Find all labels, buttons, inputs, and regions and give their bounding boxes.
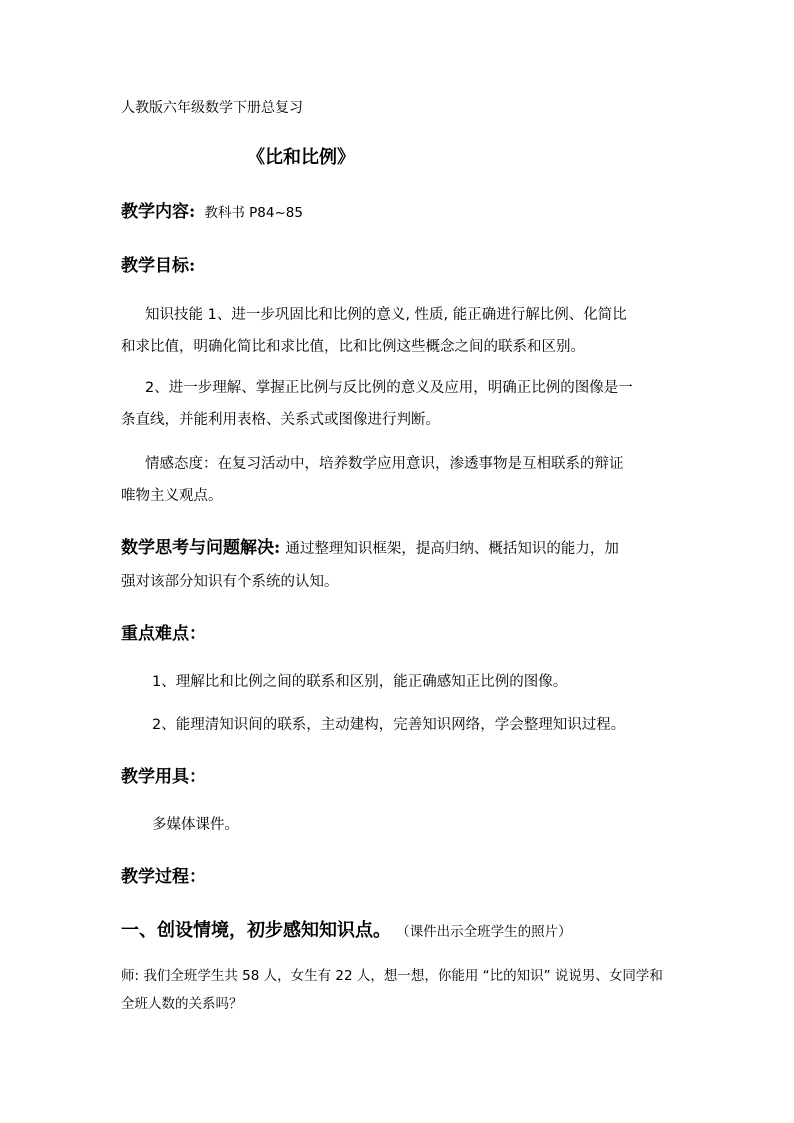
- thinking-row: [121, 538, 619, 558]
- key-point-item-2: 2、能理清知识间的联系，主动建构，完善知识网络，学会整理知识过程。: [152, 717, 626, 733]
- section1-line-2: 全班人数的关系吗？: [121, 996, 243, 1012]
- process-heading: 教学过程：: [121, 867, 206, 887]
- tools-heading: 教学用具：: [121, 767, 206, 787]
- teaching-content-value: 教科书 P84~85: [204, 205, 303, 221]
- key-points-heading: 重点难点：: [121, 624, 206, 644]
- key-point-item-1: 1、理解比和比例之间的联系和区别，能正确感知正比例的图像。: [152, 674, 568, 690]
- document-title: 《比和比例》: [247, 147, 355, 168]
- objectives-heading: 教学目标:: [121, 256, 196, 276]
- thinking-label: 数学思考与问题解决:: [121, 538, 281, 558]
- skill-line-1: 知识技能 1、进一步巩固比和比例的意义, 性质, 能正确进行解比例、化简比: [145, 307, 627, 323]
- skill2-line-2: 条直线，并能利用表格、关系式或图像进行判断。: [121, 412, 440, 428]
- tools-item: 多媒体课件。: [152, 817, 239, 833]
- section1-heading-row: [121, 920, 572, 942]
- teaching-content-row: [121, 202, 303, 222]
- skill2-line-1: 2、进一步理解、掌握正比例与反比例的意义及应用，明确正比例的图像是一: [145, 380, 633, 396]
- teaching-content-label: 教学内容:: [121, 202, 196, 222]
- skill-line-2: 和求比值，明确化简比和求比值，比和比例这些概念之间的联系和区别。: [121, 339, 585, 355]
- emotion-line-1: 情感态度：在复习活动中，培养数学应用意识，渗透事物是互相联系的辩证: [145, 456, 624, 472]
- emotion-line-2: 唯物主义观点。: [121, 488, 223, 504]
- section1-note: （课件出示全班学生的照片）: [396, 924, 572, 940]
- thinking-line-1: 通过整理知识框架，提高归纳、概括知识的能力，加: [285, 541, 619, 557]
- thinking-line-2: 强对该部分知识有个系统的认知。: [121, 574, 339, 590]
- document-subtitle: 人教版六年级数学下册总复习: [121, 100, 303, 116]
- section1-line-1: 师: 我们全班学生共 58 人，女生有 22 人，想一想，你能用 “比的知识” 说说男、女同学和: [121, 968, 663, 984]
- section1-title: 一、创设情境，初步感知知识点。: [121, 920, 391, 941]
